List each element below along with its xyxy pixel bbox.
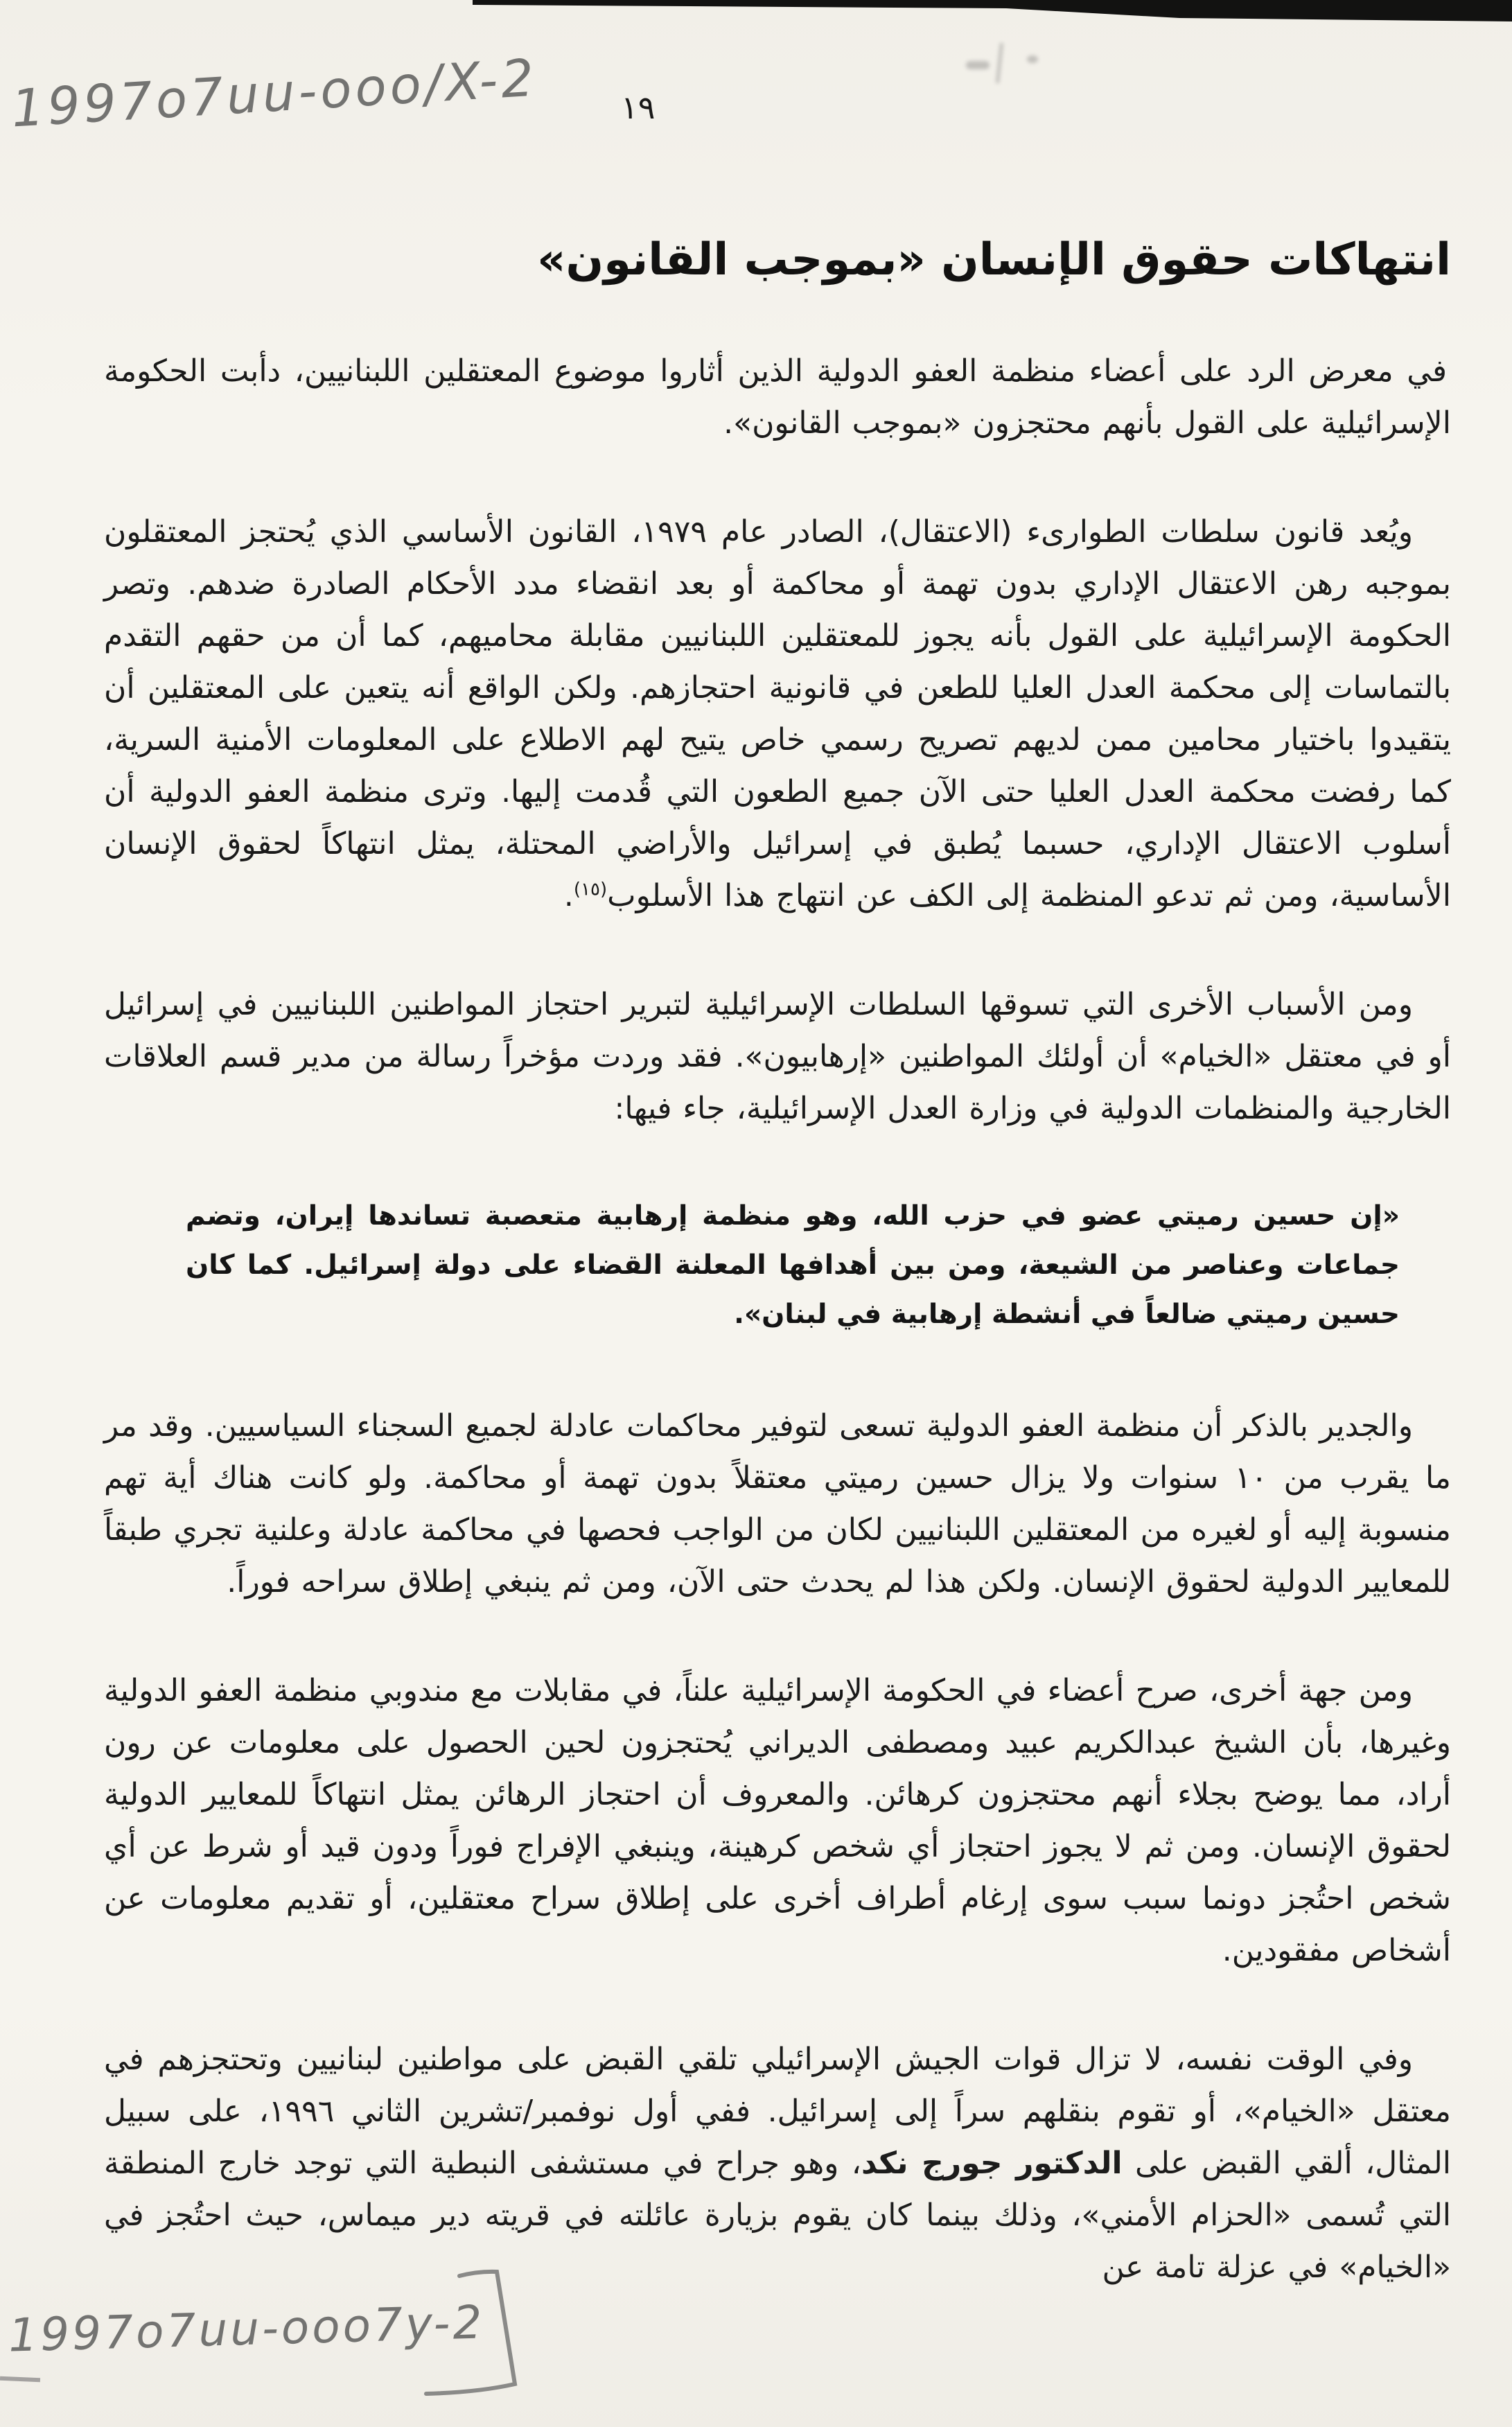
paragraph-2-text: ويُعد قانون سلطات الطوارىء (الاعتقال)، الصادر عام ١٩٧٩، القانون الأساسي الذي يُحتجز المعتقلون بموجبه رهن الاعتقال الإداري بدون تهمة أو محاكمة أو بعد انقضاء مدد الأحكام الصادرة ضدهم. وتصر الحكومة الإسرائيلية على القول بأنه يجوز للمعتقلين اللبنانيين مقابلة محاميهم، كما أن من حقهم التقدم بالتماسات إلى محكمة العدل العليا للطعن في قانونية احتجازهم. ولكن الواقع أنه يتعين على المعتقلين أن يتقيدوا باختيار محامين ممن لديهم تصريح رسمي خاص يتيح لهم الاطلاع على المعلومات الأمنية السرية، كما رفضت محكمة العدل العليا حتى الآن جميع الطعون التي قُدمت إليها. وترى منظمة العفو الدولية أن أسلوب الاعتقال الإداري، حسبما يُطبق في إسرائيل والأراضي المحتلة، يمثل انتهاكاً لحقوق الإنسان الأساسية، ومن ثم تدعو المنظمة إلى الكف عن انتهاج هذا الأسلوب (104, 514, 1451, 913)
paragraph-1: في معرض الرد على أعضاء منظمة العفو الدولية الذين أثاروا موضوع المعتقلين اللبنانيين، دأبت الحكومة الإسرائيلية على القول بأنهم محتجزون «بموجب القانون». (104, 353, 1451, 441)
paragraph-6-text-end: ، وهو جراح في مستشفى النبطية التي توجد خارج المنطقة التي تُسمى «الحزام الأمني»، وذلك بينما كان يقوم بزيارة عائلته في قريته دير ميماس، حيث احتُجز في «الخيام» في عزلة تامة عن (104, 2146, 1451, 2285)
paragraph-6 (104, 2033, 1451, 2293)
doctor-name-bold: الدكتور جورج نكد (861, 2146, 1123, 2181)
paragraph-2-period: . (563, 878, 574, 913)
quoted-letter-excerpt: «إن حسين رميتي عضو في حزب الله، وهو منظمة إرهابية متعصبة تساندها إيران، وتضم جماعات وعناصر من الشيعة، ومن بين أهدافها المعلنة القضاء على دولة إسرائيل. كما كان حسين رميتي ضالعاً في أنشطة إرهابية في لبنان». (186, 1200, 1400, 1330)
footnote-marker-15: (١٥) (573, 879, 608, 900)
paragraph-4: والجدير بالذكر أن منظمة العفو الدولية تسعى لتوفير محاكمات عادلة لجميع السجناء السياسيين. وقد مر ما يقرب من ١٠ سنوات ولا يزال حسين رميتي معتقلاً بدون تهمة أو محاكمة. ولو كانت هناك أية تهم منسوبة إليه أو لغيره من المعتقلين اللبنانيين لكان من الواجب فحصها في محاكمة عادلة وعلنية تجري طبقاً للمعايير الدولية لحقوق الإنسان. ولكن هذا لم يحدث حتى الآن، ومن ثم ينبغي إطلاق سراحه فوراً. (104, 1408, 1451, 1600)
paragraph-6-text-start: وفي الوقت نفسه، لا تزال قوات الجيش الإسرائيلي تلقي القبض على مواطنين لبنانيين وتحتجزهم في معتقل «الخيام»، أو تقوم بنقلهم سراً إلى إسرائيل. ففي أول نوفمبر/تشرين الثاني ١٩٩٦، على سبيل المثال، ألقي القبض على (104, 2042, 1451, 2181)
paragraph-3: ومن الأسباب الأخرى التي تسوقها السلطات الإسرائيلية لتبرير احتجاز المواطنين اللبنانيين في إسرائيل أو في معتقل «الخيام» أن أولئك المواطنين «إرهابيون». فقد وردت مؤخراً رسالة من مدير قسم العلاقات الخارجية والمنظمات الدولية في وزارة العدل الإسرائيلية، جاء فيها: (104, 987, 1451, 1126)
pencil-bracket (412, 2261, 534, 2409)
handwritten-reference-top: 1997o7uu-ooo/X-2 (10, 48, 539, 139)
paragraph-5: ومن جهة أخرى، صرح أعضاء في الحكومة الإسرائيلية علناً، في مقابلات مع مندوبي منظمة العفو الدولية وغيرها، بأن الشيخ عبدالكريم عبيد ومصطفى الديراني يُحتجزون لحين الحصول على معلومات عن رون أراد، مما يوضح بجلاء أنهم محتجزون كرهائن. والمعروف أن احتجاز الرهائن يمثل انتهاكاً للمعايير الدولية لحقوق الإنسان. ومن ثم لا يجوز احتجاز أي شخص كرهينة، وينبغي الإفراج فوراً ودون قيد أو شرط عن أي شخص احتُجز دونما سبب سوى إرغام أطراف أخرى على إطلاق سراح معتقلين، أو تقديم معلومات عن أشخاص مفقودين. (104, 1673, 1451, 1968)
page-title: انتهاكات حقوق الإنسان «بموجب القانون» (537, 234, 1451, 286)
pencil-dash (0, 2376, 40, 2383)
page-number: ١٩ (621, 89, 656, 126)
handwritten-reference-bottom: 1997o7uu-ooo7y-2 (8, 2295, 486, 2363)
paragraph-2 (104, 506, 1451, 922)
